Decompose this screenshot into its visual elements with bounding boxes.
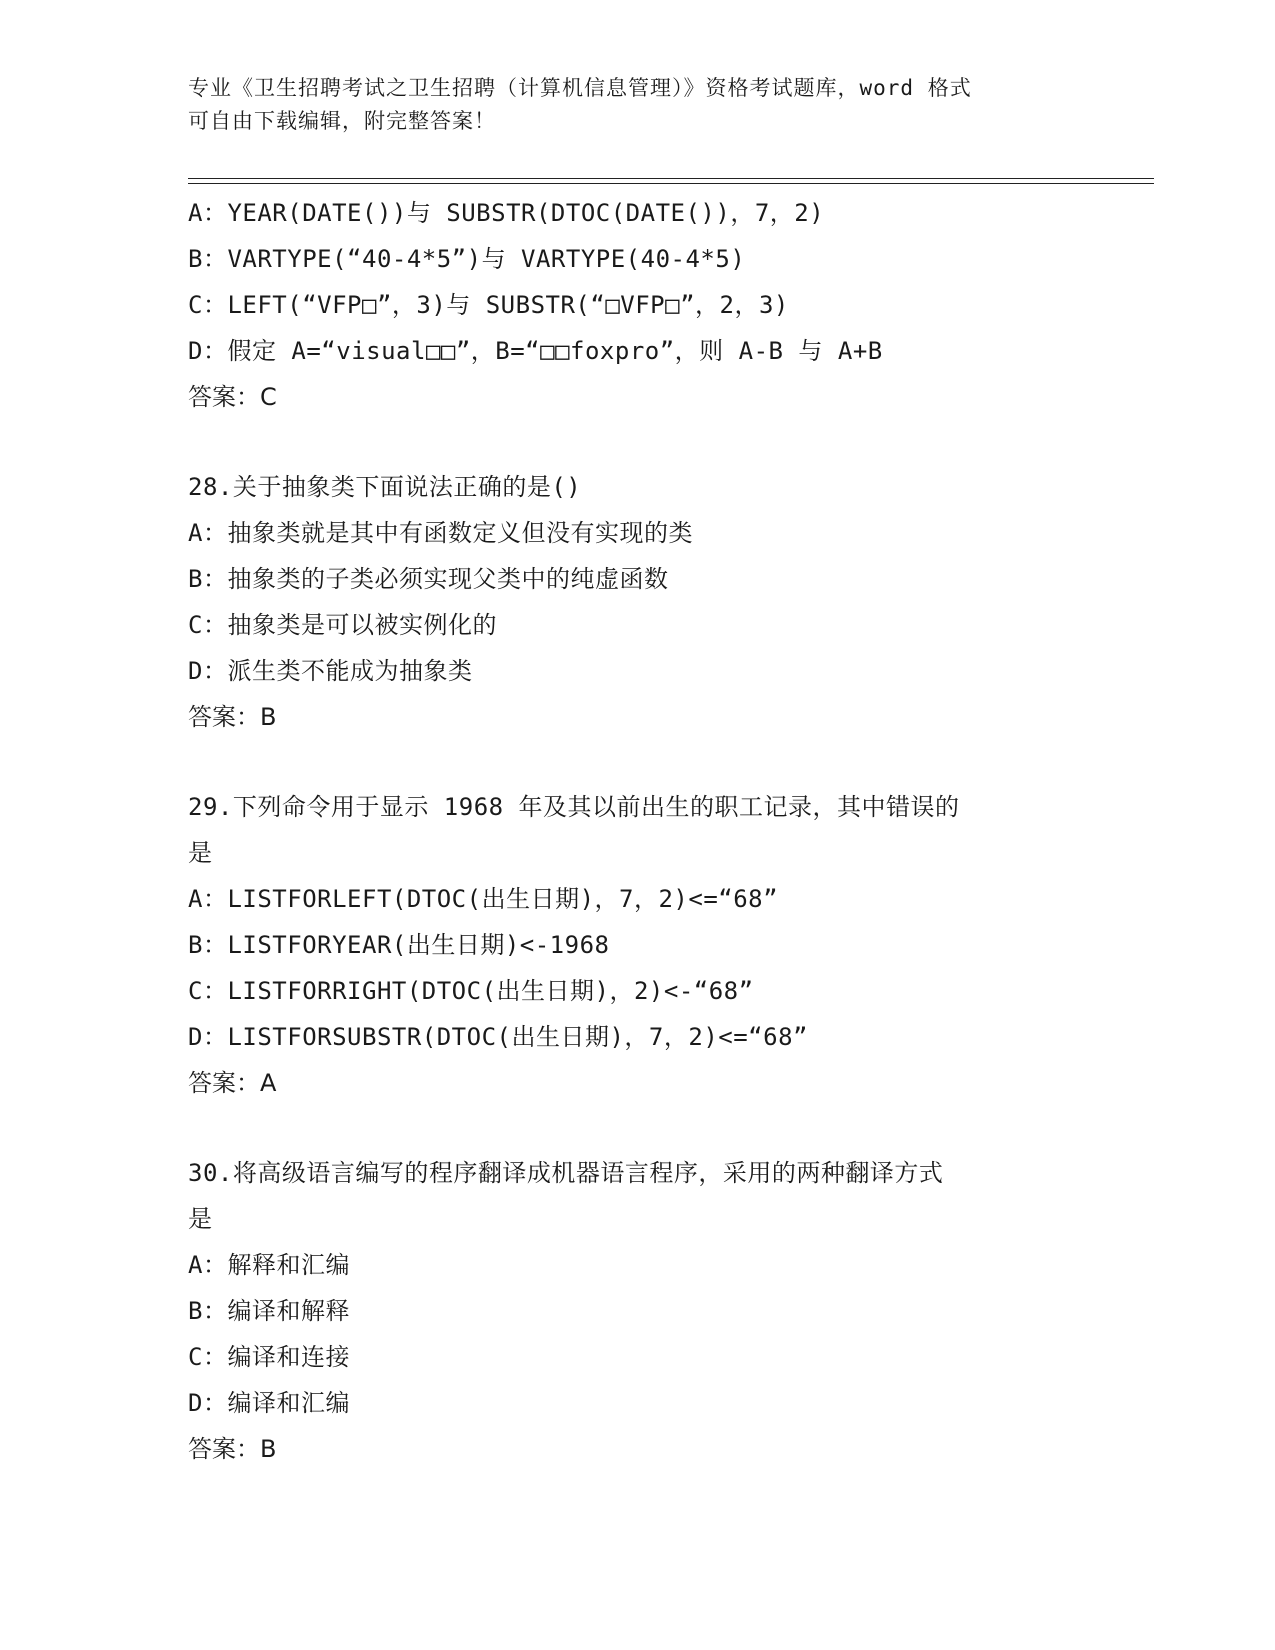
answer: 答案：B — [188, 1435, 277, 1463]
option-b: B：VARTYPE(“40-4*5”)与 VARTYPE(40-4*5) — [188, 245, 746, 273]
question-27 — [188, 190, 1088, 420]
option-b: B：编译和解释 — [188, 1297, 350, 1325]
question-text-line-2: 是 — [188, 839, 213, 867]
option-d: D：LISTFORSUBSTR(DTOC(出生日期)，7，2)<=“68” — [188, 1023, 808, 1051]
question-list — [188, 190, 1088, 1472]
header-divider-bottom — [188, 183, 1154, 184]
option-d: D：编译和汇编 — [188, 1389, 350, 1417]
question-30 — [188, 1150, 1088, 1472]
option-a: A：解释和汇编 — [188, 1251, 350, 1279]
question-text-line-1: 30.将高级语言编写的程序翻译成机器语言程序，采用的两种翻译方式 — [188, 1159, 944, 1187]
question-29 — [188, 784, 1088, 1106]
option-b: B：LISTFORYEAR(出生日期)<-1968 — [188, 931, 610, 959]
option-c: C：LISTFORRIGHT(DTOC(出生日期)，2)<-“68” — [188, 977, 754, 1005]
header-line-2: 可自由下载编辑，附完整答案！ — [188, 109, 496, 133]
option-a: A：YEAR(DATE())与 SUBSTR(DTOC(DATE())，7，2) — [188, 199, 825, 227]
option-a: A：LISTFORLEFT(DTOC(出生日期)，7，2)<=“68” — [188, 885, 779, 913]
document-header — [188, 72, 1088, 138]
question-text: 28.关于抽象类下面说法正确的是() — [188, 473, 582, 501]
option-d: D：假定 A=“visual□□”，B=“□□foxpro”，则 A-B 与 A+B — [188, 337, 883, 365]
question-text-line-1: 29.下列命令用于显示 1968 年及其以前出生的职工记录，其中错误的 — [188, 793, 960, 821]
question-28 — [188, 464, 1088, 740]
option-c: C：编译和连接 — [188, 1343, 350, 1371]
answer: 答案：C — [188, 383, 277, 411]
option-c: C：抽象类是可以被实例化的 — [188, 611, 497, 639]
option-a: A：抽象类就是其中有函数定义但没有实现的类 — [188, 519, 693, 547]
header-line-1: 专业《卫生招聘考试之卫生招聘（计算机信息管理）》资格考试题库，word 格式 — [188, 76, 972, 100]
question-text-line-2: 是 — [188, 1205, 213, 1233]
option-d: D：派生类不能成为抽象类 — [188, 657, 473, 685]
option-b: B：抽象类的子类必须实现父类中的纯虚函数 — [188, 565, 669, 593]
option-c: C：LEFT(“VFP□”，3)与 SUBSTR(“□VFP□”，2，3) — [188, 291, 789, 319]
answer: 答案：A — [188, 1069, 277, 1097]
header-divider-top — [188, 178, 1154, 179]
answer: 答案：B — [188, 703, 277, 731]
